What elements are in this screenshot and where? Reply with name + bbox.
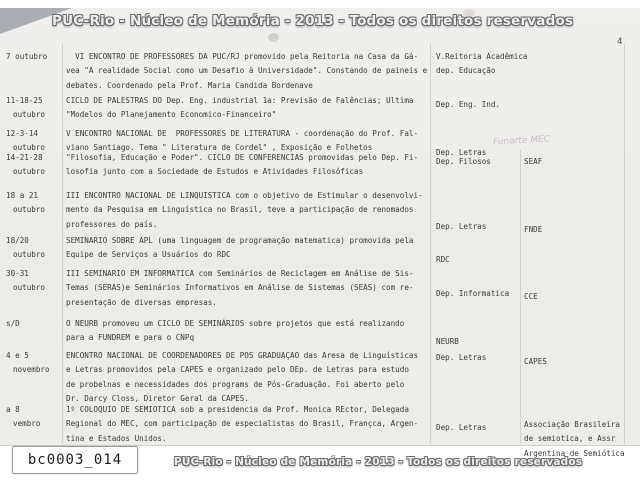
event-description-line: losofia junto com a Sociedade de Estudos e Atividades Filosóficas <box>66 167 364 177</box>
event-date-line: s/D <box>6 319 20 328</box>
event-date-line: outubro <box>13 283 46 293</box>
event-date <box>6 349 62 378</box>
event-date-line: 11-18-25 <box>6 96 43 105</box>
event-date-line: 18 a 21 <box>6 191 39 200</box>
watermark-bottom: PUC-Rio - Núcleo de Memória - 2013 - Todos os direitos reservados <box>174 456 583 468</box>
event-description <box>66 349 438 407</box>
event-description-line: Equipe de Serviços a Usuários do RDC <box>66 250 231 260</box>
event-description <box>66 267 438 310</box>
event-date-line: 14-21-28 <box>6 153 43 162</box>
event-department-line: Dep. Letras <box>436 148 487 157</box>
event-description-line: Dr. Darcy Closs, Diretor Geral da CAPES. <box>66 394 249 404</box>
event-description <box>66 50 438 93</box>
event-date-line: 30-31 <box>6 269 29 278</box>
event-date <box>6 189 62 218</box>
event-department <box>436 50 528 79</box>
event-department <box>436 287 524 301</box>
event-description-line: III SEMINARIO EM INFORMATICA com Seminários de Reciclagem em Análise de Sis- <box>66 269 414 278</box>
event-description-line: de probelnas e necessidades dos programs de Pós-Graduação. Foi aberto pelo <box>66 379 405 389</box>
event-date-line: outubro <box>13 110 46 120</box>
event-sponsor <box>524 418 636 461</box>
event-sponsor <box>524 355 636 369</box>
event-sponsor-line: CCE <box>524 292 538 301</box>
catalog-label: bc0003_014 <box>27 452 123 468</box>
event-date-line: vembro <box>13 419 41 429</box>
event-description-line: Regional do MEC, com participação de especialistas do Brasil, Françca, Argen- <box>66 419 419 429</box>
event-department <box>436 220 524 234</box>
event-sponsor-line: CAPES <box>524 357 547 366</box>
event-department-line: dep. Educação <box>436 66 496 76</box>
event-date-line: 7 outubro <box>6 52 48 61</box>
event-description <box>66 189 438 232</box>
event-description-line: SEMINARIO SOBRE APL (uma linguagem de programação matematica) promovida pela <box>66 236 414 245</box>
catalog-label-box <box>12 446 138 474</box>
event-date-line: outubro <box>13 167 46 177</box>
event-description-line: "Modelos do Planejamento Economico-Financeiro" <box>66 110 277 120</box>
event-date-line: 4 e 5 <box>6 351 29 360</box>
event-date <box>6 234 62 263</box>
event-description-line: V ENCONTRO NACIONAL DE PROFESSORES DE LITERATURA - coordenação do Prof. Fal- <box>66 129 419 138</box>
event-description-line: tina e Estados Unidos. <box>66 433 167 443</box>
event-description-line: professores do país. <box>66 219 158 229</box>
event-department <box>436 421 524 435</box>
event-date <box>6 403 62 432</box>
event-date <box>6 94 62 123</box>
event-sponsor <box>524 290 636 304</box>
event-description-line: III ENCONTRO NACIONAL DE LINQUISTICA com o objetivo de Estimular o desenvolvi- <box>66 191 423 200</box>
event-department-line: NEURB <box>436 337 459 346</box>
event-department <box>436 335 524 349</box>
event-description <box>66 317 438 346</box>
event-department-line: Dep. Eng. Ind. <box>436 100 501 109</box>
event-sponsor-line: FNDE <box>524 225 543 234</box>
event-sponsor-line: Argentina de Semiótica <box>524 448 625 458</box>
event-description-line: presentação de diversas empresas. <box>66 297 217 307</box>
event-department-line: Dep. Informatica <box>436 289 510 298</box>
event-description-line: "Filosofia, Educação e Poder". CICLO DE CONFERENCIAS promovidas pelo Dep. Fi- <box>66 153 419 162</box>
event-description-line: VI ENCONTRO DE PROFESSORES DA PUC/RJ promovido pela Reitoria na Casa da Gá- <box>66 52 419 61</box>
event-sponsor-line: SEAF <box>524 157 543 166</box>
event-date <box>6 151 62 180</box>
event-date <box>6 317 62 331</box>
event-description-line: O NEURB promoveu um CICLO DE SEMINÁRIOS sobre projetos que está realizando <box>66 319 405 328</box>
event-department <box>436 253 524 267</box>
event-department-line: RDC <box>436 255 450 264</box>
event-date-line: outubro <box>13 143 46 153</box>
watermark-top: PUC-Rio - Núcleo de Memória - 2013 - Todos os direitos reservados <box>52 13 574 29</box>
event-description-line: Temas (SERAS)e Seminários Informativos em Análise de Sistemas (SEAS) com re- <box>66 283 414 293</box>
event-date <box>6 50 62 64</box>
event-description-line: debates. Coordenado pela Prof. Maria Candida Bordenave <box>66 80 313 90</box>
event-description <box>66 94 438 123</box>
event-description-line: ENCONTRO NACIONAL DE COORDENADORES DE POS GRADUAÇAO das Aresa de Linguísticas <box>66 351 419 360</box>
event-date-line: outubro <box>13 250 46 260</box>
event-description-line: para a FUNDREM e para o CNPq <box>66 333 195 343</box>
event-department <box>436 351 524 365</box>
event-description-line: vea "A realidade Social como um Desafio à Universidade". Constando de paineis e <box>66 66 428 76</box>
event-description <box>66 234 438 263</box>
handwritten-note: Funarte MEC <box>492 134 551 148</box>
event-department-line: V.Reitoria Acadêmica <box>436 52 528 61</box>
event-description-line: e Letras promovidos pela CAPES e organizado pelo DEp. de Letras para estudo <box>66 365 409 375</box>
event-description <box>66 151 438 180</box>
event-sponsor-line: de semiotica, e Assr <box>524 434 616 444</box>
event-department <box>436 98 524 112</box>
event-sponsor <box>524 155 636 169</box>
event-department-line: Dep. Letras <box>436 423 487 432</box>
event-sponsor <box>524 223 636 237</box>
event-description-line: CICLO DE PALESTRAS DO Dep. Eng. industrial 1a: Previsão de Falências; Ultima <box>66 96 414 105</box>
event-date-line: 18/20 <box>6 236 29 245</box>
event-description-line: mento da Pesquisa em Linguística no Brasil, teve a participação de renomados <box>66 205 414 215</box>
event-department-line: Dep. Letras <box>436 353 487 362</box>
event-date-line: a 8 <box>6 405 20 414</box>
event-date-line: outubro <box>13 205 46 215</box>
event-department <box>436 155 524 169</box>
event-date-line: 12-3-14 <box>6 129 39 138</box>
event-description <box>66 403 438 446</box>
event-department-line: Dep. Letras <box>436 222 487 231</box>
event-description-line: 1º COLOQUIO DE SEMIOTICA sob a presidencia da Prof. Monica REctor, Delegada <box>66 405 409 414</box>
event-date-line: novembro <box>13 365 50 375</box>
event-department-line: Dep. Filosos <box>436 157 491 166</box>
event-date <box>6 267 62 296</box>
page-number: 4 <box>617 37 623 47</box>
event-description-line: viano Santiago. Tema " Literatura de Cordel" , Exposição e Folhetos <box>66 143 373 153</box>
event-sponsor-line: Associação Brasileira <box>524 420 621 429</box>
